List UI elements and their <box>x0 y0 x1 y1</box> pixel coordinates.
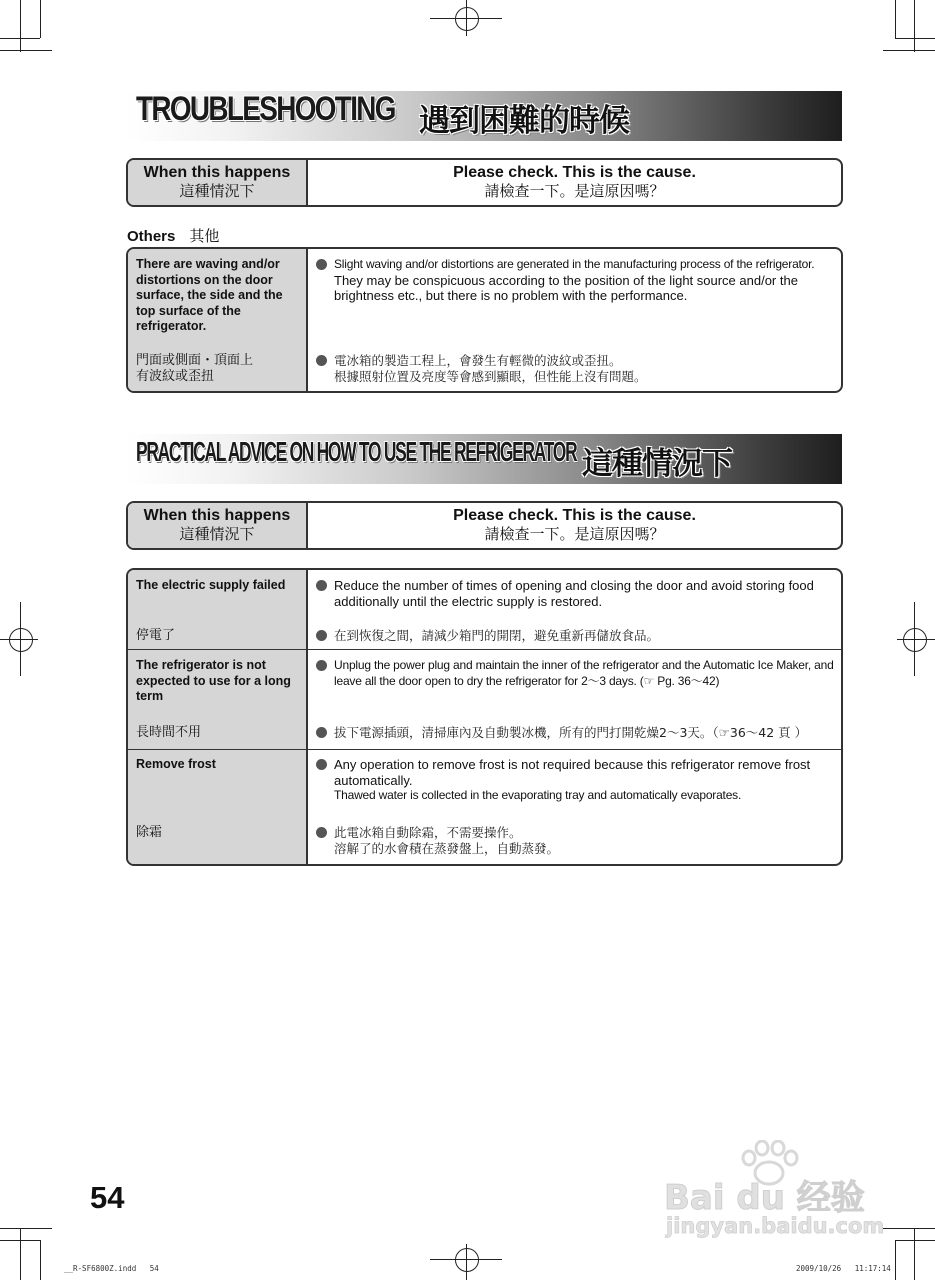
column-header-left <box>128 160 308 205</box>
header-when-label-zh: 這種情況下 <box>179 182 255 200</box>
others-label-en: Others <box>127 228 176 245</box>
header-when-label: When this happens <box>143 507 291 524</box>
answer-item <box>316 257 837 304</box>
crop-mark <box>914 0 915 52</box>
crop-mark <box>20 1228 21 1280</box>
crop-mark <box>895 38 935 39</box>
situation-cell <box>128 750 308 864</box>
situation-text-zh: 除霜 <box>136 825 163 840</box>
practical-advice-banner <box>126 434 842 484</box>
troubleshooting-banner <box>126 91 842 141</box>
practical-advice-table <box>126 568 843 866</box>
column-header-right <box>308 160 841 205</box>
bullet-icon <box>316 759 327 770</box>
table-row <box>128 649 841 749</box>
table-row <box>128 749 841 864</box>
answer-text-zh-2: 溶解了的水會積在蒸發盤上，自動蒸發。 <box>334 840 560 856</box>
registration-mark-left <box>9 628 33 652</box>
answer-text-zh: 拔下電源插頭，清掃庫內及自動製冰機，所有的門打開乾燥2～3天。（☞36～42 頁 ） <box>334 725 808 740</box>
answer-text: Any operation to remove frost is not required because this refrigerator remove frost automatically. <box>334 757 811 788</box>
crop-mark <box>895 1240 935 1241</box>
answer-text-zh-2: 根據照射位置及亮度等會感到顯眼，但性能上沒有問題。 <box>334 368 647 384</box>
situation-text: The electric supply failed <box>136 578 286 592</box>
header-check-label: Please check. This is the cause. <box>453 507 696 524</box>
situation-text-zh: 長時間不用 <box>136 725 202 740</box>
footer-file-info: __R-SF6800Z.indd 54 <box>64 1264 159 1273</box>
header-check-label-zh: 請檢查一下。是這原因嗎？ <box>484 525 665 543</box>
column-header <box>126 158 843 207</box>
table-row <box>128 570 841 649</box>
table-row <box>128 249 841 391</box>
crop-mark <box>914 1228 915 1280</box>
footer-timestamp: 2009/10/26 11:17:14 <box>796 1264 891 1273</box>
others-label-zh: 其他 <box>189 227 220 245</box>
situation-text: Remove frost <box>136 757 216 771</box>
crop-mark <box>895 1240 896 1280</box>
registration-mark-top <box>455 7 479 31</box>
bullet-icon <box>316 355 327 366</box>
situation-cell <box>128 570 308 649</box>
registration-line <box>466 0 467 36</box>
crop-mark <box>0 1228 52 1229</box>
answer-text-zh-1: 電冰箱的製造工程上，會發生有輕微的波紋或歪扭。 <box>334 353 622 368</box>
page-number: 54 <box>90 1180 125 1215</box>
crop-mark <box>883 50 935 51</box>
bullet-icon <box>316 580 327 591</box>
answer-item-zh <box>316 628 837 644</box>
header-when-label-zh: 這種情況下 <box>179 525 255 543</box>
troubleshooting-title-zh: 遇到困難的時候 <box>419 103 629 139</box>
bullet-icon <box>316 259 327 270</box>
practical-advice-title-zh: 這種情況下 <box>582 446 732 482</box>
registration-mark-right <box>903 628 927 652</box>
bullet-icon <box>316 660 327 671</box>
registration-mark-bottom <box>455 1248 479 1272</box>
answer-item <box>316 578 837 609</box>
answer-item-zh <box>316 353 837 384</box>
bullet-icon <box>316 827 327 838</box>
bullet-icon <box>316 727 327 738</box>
column-header-left <box>128 503 308 548</box>
answer-text-zh: 在到恢復之間，請減少箱門的開閉，避免重新再儲放食品。 <box>334 628 660 643</box>
answer-item-zh <box>316 725 837 741</box>
answer-text: Reduce the number of times of opening and closing the door and avoid storing food additionally until the electric supply is restored. <box>334 578 814 609</box>
answer-item <box>316 658 837 689</box>
answer-item-zh <box>316 825 837 856</box>
others-label <box>127 225 219 246</box>
cause-text: There are waving and/or distortions on the door surface, the side and the top surface of the refrigerator. <box>136 257 283 333</box>
registration-line <box>914 602 915 676</box>
practical-advice-title: PRACTICAL ADVICE ON HOW TO USE THE REFRIGERATOR <box>136 436 577 467</box>
cause-cell <box>128 249 308 391</box>
crop-mark <box>895 0 896 38</box>
watermark-brand: Bai du 经验 <box>664 1178 865 1218</box>
answer-text-zh-1: 此電冰箱自動除霜，不需要操作。 <box>334 825 522 840</box>
crop-mark <box>40 0 41 38</box>
crop-mark <box>0 50 52 51</box>
answer-text: Unplug the power plug and maintain the inner of the refrigerator and the Automatic Ice Maker, and leave all the door open to dry the refrigerator for 2～3 days. (☞ Pg. 36～42) <box>334 658 834 688</box>
situation-text-zh: 停電了 <box>136 628 176 643</box>
cause-text-zh-1: 門面或側面・頂面上 <box>136 353 254 368</box>
header-when-label: When this happens <box>143 164 291 181</box>
watermark-url: jingyan.baidu.com <box>666 1214 885 1238</box>
others-table <box>126 247 843 393</box>
column-header <box>126 501 843 550</box>
situation-text: The refrigerator is not expected to use for a long term <box>136 658 291 703</box>
answer-text-small: Thawed water is collected in the evaporating tray and automatically evaporates. <box>334 788 742 802</box>
answer-item <box>316 757 837 804</box>
crop-mark <box>40 1240 41 1280</box>
registration-line <box>0 639 38 640</box>
bullet-icon <box>316 630 327 641</box>
registration-line <box>897 639 935 640</box>
header-check-label-zh: 請檢查一下。是這原因嗎？ <box>484 182 665 200</box>
registration-line <box>466 1244 467 1280</box>
troubleshooting-title: TROUBLESHOOTING <box>136 90 395 128</box>
cause-text-zh-2: 有波紋或歪扭 <box>136 369 215 384</box>
crop-mark <box>883 1228 935 1229</box>
registration-line <box>20 602 21 676</box>
answer-text-small: Slight waving and/or distortions are generated in the manufacturing process of the refrigerator. <box>334 257 815 271</box>
crop-mark <box>20 0 21 52</box>
column-header-right <box>308 503 841 548</box>
header-check-label: Please check. This is the cause. <box>453 164 696 181</box>
watermark-logo <box>664 1140 884 1240</box>
answer-text: They may be conspicuous according to the position of the light source and/or the brightness etc., but there is no problem with the performance. <box>334 272 798 303</box>
situation-cell <box>128 650 308 749</box>
